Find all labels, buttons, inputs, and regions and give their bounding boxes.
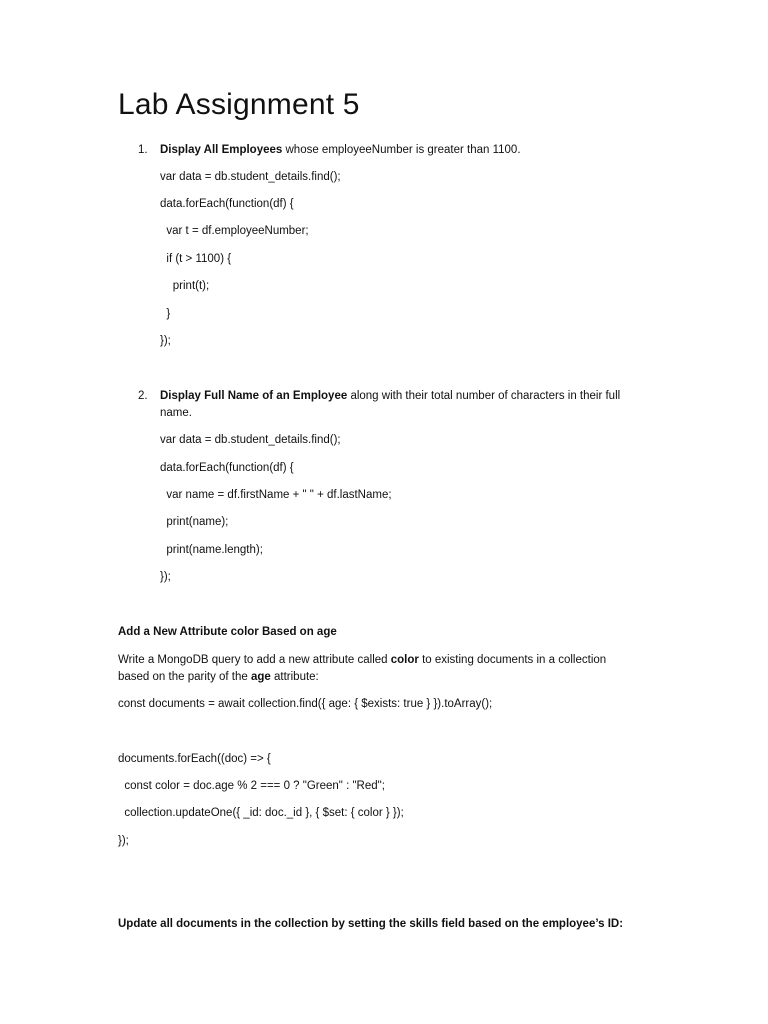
code-line: data.forEach(function(df) { [160, 198, 294, 210]
q2-text [160, 388, 620, 404]
code-line: var t = df.employeeNumber; [160, 225, 309, 237]
code-line: if (t > 1100) { [160, 253, 232, 265]
code-line: }); [118, 835, 129, 847]
section3-heading: Add a New Attribute color Based on age [118, 626, 337, 638]
q1-rest: whose employeeNumber is greater than 1100. [282, 144, 521, 156]
q2-number: 2. [138, 390, 148, 402]
code-line: var data = db.student_details.find(); [160, 434, 341, 446]
code-line: var name = df.firstName + " " + df.lastName; [160, 489, 392, 501]
q2-rest: along with their total number of characters in their full [347, 390, 621, 402]
section3-paragraph-line2: based on the parity of the age attribute: [118, 671, 319, 683]
code-line: collection.updateOne({ _id: doc._id }, { $set: { color } }); [118, 807, 404, 819]
code-line: print(name); [160, 516, 229, 528]
code-line: print(name.length); [160, 544, 263, 556]
q2-text-line2: name. [160, 407, 192, 419]
code-line: } [160, 308, 171, 320]
q1-number: 1. [138, 144, 148, 156]
code-line: }); [160, 571, 171, 583]
code-line: const documents = await collection.find({ age: { $exists: true } }).toArray(); [118, 698, 493, 710]
q2-bold: Display Full Name of an Employee [160, 390, 348, 402]
q1-bold: Display All Employees [160, 144, 283, 156]
page-title: Lab Assignment 5 [118, 88, 360, 121]
q1-text [160, 142, 521, 158]
code-line: print(t); [160, 280, 210, 292]
code-line: data.forEach(function(df) { [160, 462, 294, 474]
section4-heading: Update all documents in the collection by setting the skills field based on the employee’s ID: [118, 918, 624, 930]
code-line: }); [160, 335, 171, 347]
code-line: var data = db.student_details.find(); [160, 171, 341, 183]
code-line: documents.forEach((doc) => { [118, 753, 271, 765]
section3-paragraph: Write a MongoDB query to add a new attribute called color to existing documents in a collection [118, 654, 607, 666]
code-line: const color = doc.age % 2 === 0 ? "Green" : "Red"; [118, 780, 385, 792]
